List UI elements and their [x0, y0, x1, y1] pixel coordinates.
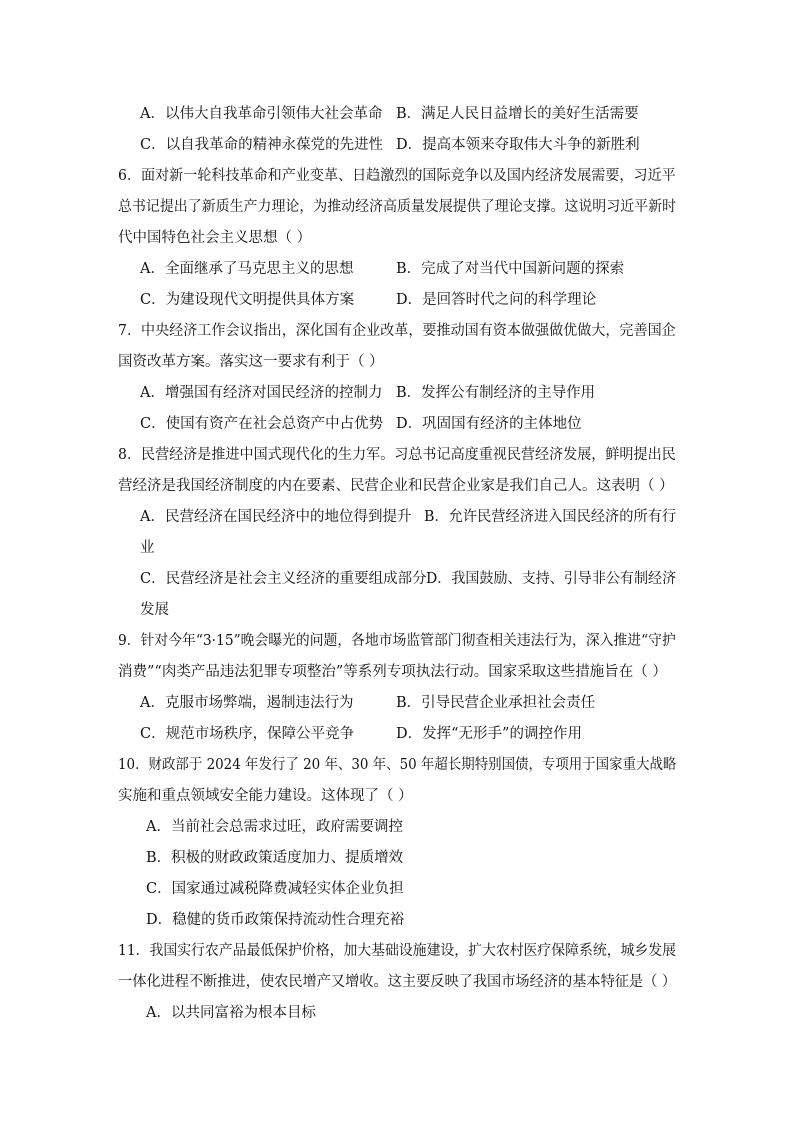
- q5-option-c: C．以自我革命的精神永葆党的先进性: [140, 137, 384, 153]
- q10-option-c: C．国家通过减税降费减轻实体企业负担: [146, 881, 404, 897]
- q7-option-d: D．巩固国有经济的主体地位: [396, 416, 582, 432]
- q11-stem-line-1: 11．我国实行农产品最低保护价格，加大基础设施建设，扩大农村医疗保障系统，城乡发展: [118, 943, 676, 959]
- q5-option-b: B．满足人民日益增长的美好生活需要: [396, 106, 639, 122]
- q5-option-d: D．提高本领来夺取伟大斗争的新胜利: [396, 137, 640, 153]
- q11-stem-line-2: 一体化进程不断推进，使农民增产又增收。这主要反映了我国市场经济的基本特征是（ ）: [118, 974, 677, 990]
- q6-stem-line-3: 代中国特色社会主义思想（ ）: [118, 230, 312, 246]
- q6-stem-line-1: 6．面对新一轮科技革命和产业变革、日趋激烈的国际竞争以及国内经济发展需要，习近平: [118, 168, 676, 184]
- q10-option-b: B．积极的财政政策适度加力、提质增效: [146, 850, 404, 866]
- q10-stem-line-2: 实施和重点领域安全能力建设。这体现了（ ）: [118, 788, 413, 804]
- q6-option-d: D．是回答时代之问的科学理论: [396, 292, 597, 308]
- q7-stem-line-2: 国资改革方案。落实这一要求有利于（ ）: [118, 354, 384, 370]
- q8-option-a: A．民营经济在国民经济中的地位得到提升: [140, 509, 412, 525]
- q8-option-c: C．民营经济是社会主义经济的重要组成部分: [140, 571, 427, 587]
- q7-option-a: A．增强国有经济对国民经济的控制力: [140, 385, 383, 401]
- q9-option-a: A．克服市场弊端，遏制违法行为: [140, 695, 354, 711]
- q8-option-b-line-1: B．允许民营经济进入国民经济的所有行: [424, 509, 677, 525]
- q7-stem-line-1: 7．中央经济工作会议指出，深化国有企业改革，要推动国有资本做强做优做大，完善国企: [118, 323, 676, 339]
- q8-option-b-line-2: 业: [140, 540, 155, 556]
- q6-stem-line-2: 总书记提出了新质生产力理论，为推动经济高质量发展提供了理论支撑。这说明习近平新时: [118, 199, 677, 215]
- q9-option-b: B．引导民营企业承担社会责任: [396, 695, 596, 711]
- q6-option-b: B．完成了对当代中国新问题的探索: [396, 261, 625, 277]
- q5-option-a: A．以伟大自我革命引领伟大社会革命: [140, 106, 383, 122]
- q8-stem-line-2: 营经济是我国经济制度的内在要素、民营企业和民营企业家是我们自己人。这表明（ ）: [118, 478, 674, 494]
- q11-option-a: A．以共同富裕为根本目标: [146, 1005, 316, 1021]
- q6-option-c: C．为建设现代文明提供具体方案: [140, 292, 355, 308]
- q9-option-c: C．规范市场秩序，保障公平竞争: [140, 726, 355, 742]
- q6-option-a: A．全面继承了马克思主义的思想: [140, 261, 354, 277]
- q10-option-d: D．稳健的货币政策保持流动性合理充裕: [146, 912, 405, 928]
- q10-option-a: A．当前社会总需求过旺，政府需要调控: [146, 819, 403, 835]
- q8-option-d-line-2: 发展: [140, 602, 169, 618]
- q9-option-d: D．发挥“无形手”的调控作用: [396, 726, 582, 742]
- q9-stem-line-2: 消费”“肉类产品违法犯罪专项整治”等系列专项执法行动。国家采取这些措施旨在（ ）: [118, 664, 667, 680]
- q8-stem-line-1: 8．民营经济是推进中国式现代化的生力军。习总书记高度重视民营经济发展，鲜明提出民: [118, 447, 676, 463]
- q10-stem-line-1: 10．财政部于 2024 年发行了 20 年、30 年、50 年超长期特别国债，专项用于国家重大战略: [118, 757, 677, 773]
- q9-stem-line-1: 9．针对今年“3·15”晚会曝光的问题，各地市场监管部门彻查相关违法行为，深入推进“守护: [118, 633, 676, 649]
- q7-option-b: B．发挥公有制经济的主导作用: [396, 385, 596, 401]
- q7-option-c: C．使国有资产在社会总资产中占优势: [140, 416, 384, 432]
- q8-option-d-line-1: D．我国鼓励、支持、引导非公有制经济: [426, 571, 677, 587]
